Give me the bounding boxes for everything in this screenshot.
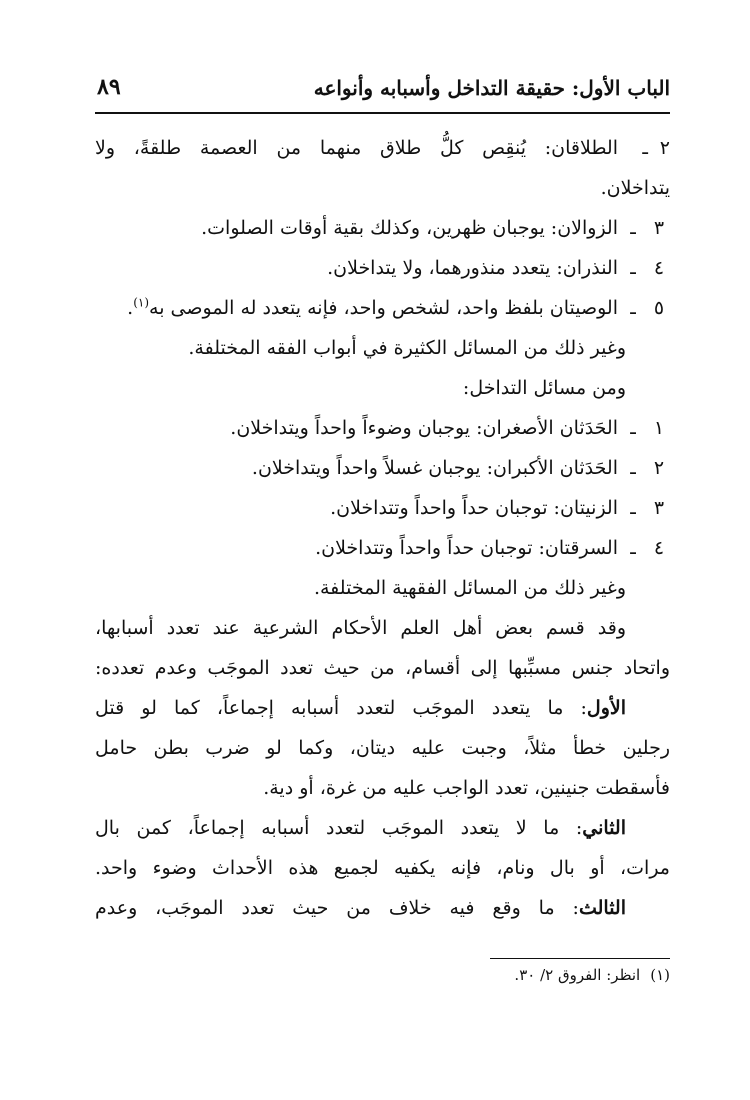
paragraph-text: واتحاد جنس مسبِّبها إلى أقسام، من حيث تعدد الموجَب وعدم تعدده: bbox=[95, 657, 670, 679]
paragraph-division bbox=[95, 608, 670, 648]
item-text: يتداخلان. bbox=[600, 177, 670, 199]
item-text: الطلاقان: يُنقِص كلُّ طلاق منهما من العصمة طلقةً، ولا bbox=[95, 137, 618, 159]
item-dash: ـ bbox=[630, 417, 636, 439]
list-item bbox=[95, 208, 670, 248]
item-dash: ـ bbox=[630, 457, 636, 479]
paragraph-division-cont bbox=[95, 648, 670, 688]
list-item bbox=[95, 448, 670, 488]
running-title: الباب الأول: حقيقة التداخل وأسبابه وأنواعه bbox=[313, 76, 670, 100]
footnote bbox=[514, 966, 670, 984]
footnote-divider bbox=[490, 958, 670, 959]
page-body bbox=[95, 128, 670, 928]
item-number: ١ bbox=[653, 417, 665, 439]
paragraph-text: : ما لا يتعدد الموجَب لتعدد أسبابه إجماعاً، كمن بال bbox=[95, 817, 583, 839]
heading-text: ومن مسائل التداخل: bbox=[462, 377, 626, 399]
item-dash: ـ bbox=[630, 217, 636, 239]
item-text: الحَدَثان الأصغران: يوجبان وضوءاً واحداً ويتداخلان. bbox=[230, 417, 618, 439]
list-item bbox=[95, 248, 670, 288]
item-text: النذران: يتعدد منذورهما، ولا يتداخلان. bbox=[327, 257, 618, 279]
paragraph-text: وغير ذلك من المسائل الفقهية المختلفة. bbox=[313, 577, 626, 599]
footnote-number: (١) bbox=[650, 966, 670, 984]
item-text: السرقتان: توجبان حداً واحداً وتتداخلان. bbox=[315, 537, 618, 559]
list-item bbox=[95, 408, 670, 448]
item-end-punct: . bbox=[127, 297, 134, 319]
section-label: الثاني bbox=[582, 817, 626, 839]
item-number: ٣ bbox=[653, 497, 665, 519]
paragraph-text: وغير ذلك من المسائل الكثيرة في أبواب الفقه المختلفة. bbox=[188, 337, 626, 359]
footnote-text: انظر: الفروق ٢/ ٣٠. bbox=[514, 966, 641, 984]
section-label: الثالث bbox=[578, 897, 626, 919]
item-dash: ـ bbox=[630, 297, 636, 319]
item-dash: ـ bbox=[630, 497, 636, 519]
item-number: ٤ bbox=[653, 257, 665, 279]
list-item bbox=[95, 528, 670, 568]
item-dash: ـ bbox=[630, 257, 636, 279]
section-first-cont bbox=[95, 728, 670, 768]
paragraph-text: : ما وقع فيه خلاف من حيث تعدد الموجَب، وعدم bbox=[95, 897, 579, 919]
paragraph-text: مرات، أو بال ونام، فإنه يكفيه لجميع هذه الأحداث وضوء واحد. bbox=[95, 857, 670, 879]
item-text: الزنيتان: توجبان حداً واحداً وتتداخلان. bbox=[330, 497, 618, 519]
item-text: الوصيتان بلفظ واحد، لشخص واحد، فإنه يتعدد له الموصى به bbox=[149, 297, 618, 319]
section-first-cont bbox=[95, 768, 670, 808]
list-item bbox=[95, 128, 670, 168]
item-text: الزوالان: يوجبان ظهرين، وكذلك بقية أوقات الصلوات. bbox=[201, 217, 618, 239]
paragraph-other-issues bbox=[95, 328, 670, 368]
page-number: ٨٩ bbox=[97, 74, 121, 100]
paragraph-text: : ما يتعدد الموجَب لتعدد أسبابه إجماعاً، كما لو قتل bbox=[95, 697, 587, 719]
footnote-ref: (١) bbox=[133, 295, 150, 310]
item-number: ٢ bbox=[653, 457, 665, 479]
list-item bbox=[95, 488, 670, 528]
paragraph-text: وقد قسم بعض أهل العلم الأحكام الشرعية عند تعدد أسبابها، bbox=[95, 617, 626, 639]
paragraph-other-issues bbox=[95, 568, 670, 608]
section-second bbox=[95, 808, 670, 848]
list-item bbox=[95, 288, 670, 328]
section-first bbox=[95, 688, 670, 728]
section-second-cont bbox=[95, 848, 670, 888]
section-third bbox=[95, 888, 670, 928]
item-dash: ـ bbox=[630, 537, 636, 559]
paragraph-text: رجلين خطأ مثلاً، وجبت عليه ديتان، وكما لو ضرب بطن حامل bbox=[95, 737, 670, 759]
item-dash: ـ bbox=[642, 137, 648, 159]
page-header bbox=[95, 72, 670, 114]
list-item-continuation bbox=[95, 168, 670, 208]
paragraph-text: فأسقطت جنينين، تعدد الواجب عليه من غرة، أو دية. bbox=[263, 777, 670, 799]
section-label: الأول bbox=[586, 697, 626, 719]
item-number: ٣ bbox=[653, 217, 665, 239]
item-number: ٤ bbox=[653, 537, 665, 559]
item-number: ٥ bbox=[653, 297, 665, 319]
heading-issues bbox=[95, 368, 670, 408]
item-text: الحَدَثان الأكبران: يوجبان غسلاً واحداً ويتداخلان. bbox=[251, 457, 618, 479]
item-number: ٢ bbox=[659, 137, 670, 159]
